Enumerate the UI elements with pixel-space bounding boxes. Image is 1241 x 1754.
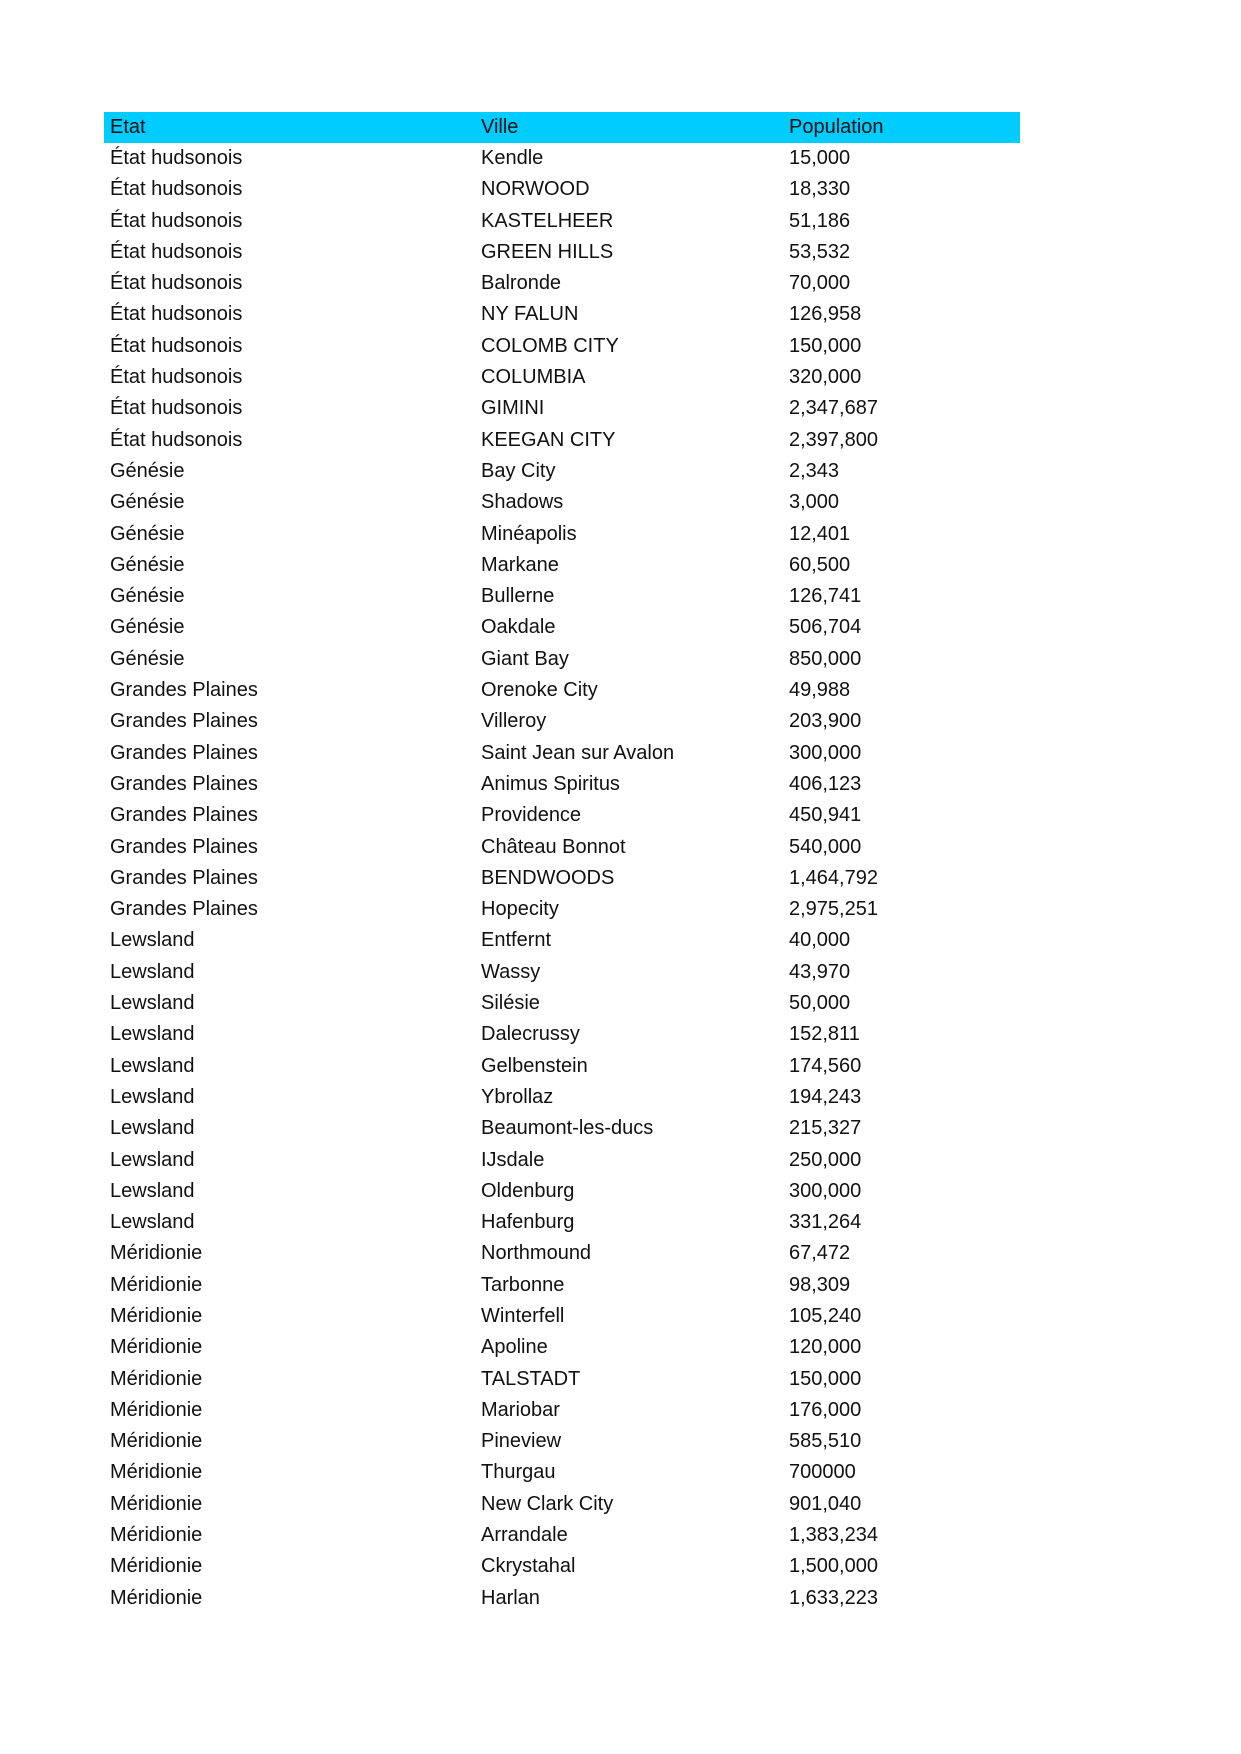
cell-population: 1,633,223 [789, 1586, 878, 1609]
table-row [104, 581, 1020, 612]
cell-etat: Lewsland [110, 1211, 195, 1234]
cell-population: 506,704 [789, 616, 862, 639]
cell-etat: Génésie [110, 647, 185, 670]
cell-ville: Winterfell [481, 1304, 565, 1327]
table-row [104, 1364, 1020, 1395]
cell-ville: Thurgau [481, 1461, 556, 1484]
cell-etat: Génésie [110, 459, 185, 482]
cell-etat: État hudsonois [110, 272, 243, 295]
cell-population: 850,000 [789, 647, 862, 670]
cell-population: 3,000 [789, 491, 840, 514]
cell-ville: Markane [481, 553, 559, 576]
cell-ville: Arrandale [481, 1524, 568, 1547]
cell-ville: TALSTADT [481, 1367, 581, 1390]
cell-ville: Bay City [481, 459, 556, 482]
cell-ville: Hafenburg [481, 1211, 575, 1234]
cell-etat: État hudsonois [110, 428, 243, 451]
cell-etat: État hudsonois [110, 334, 243, 357]
table-row [104, 237, 1020, 268]
cell-ville: Providence [481, 804, 582, 827]
table-row [104, 425, 1020, 456]
cell-etat: Grandes Plaines [110, 741, 258, 764]
table-row [104, 143, 1020, 174]
cell-etat: Méridionie [110, 1336, 203, 1359]
cell-etat: Lewsland [110, 1054, 195, 1077]
cell-etat: Génésie [110, 491, 185, 514]
cell-ville: NORWOOD [481, 178, 590, 201]
table-row [104, 1176, 1020, 1207]
table-row [104, 456, 1020, 487]
cell-population: 70,000 [789, 272, 851, 295]
cell-population: 901,040 [789, 1492, 862, 1515]
cell-etat: Génésie [110, 616, 185, 639]
table-row [104, 206, 1020, 237]
table-row [104, 957, 1020, 988]
cell-ville: Giant Bay [481, 647, 569, 670]
cell-etat: Grandes Plaines [110, 866, 258, 889]
cell-population: 331,264 [789, 1211, 862, 1234]
cell-population: 152,811 [789, 1023, 860, 1046]
cell-etat: Méridionie [110, 1492, 203, 1515]
cell-etat: Méridionie [110, 1586, 203, 1609]
cell-population: 12,401 [789, 522, 851, 545]
table-row [104, 800, 1020, 831]
cell-ville: Villeroy [481, 710, 547, 733]
table-row [104, 1332, 1020, 1363]
cell-population: 40,000 [789, 929, 851, 952]
cell-population: 300,000 [789, 741, 862, 764]
table-row [104, 863, 1020, 894]
cell-population: 450,941 [789, 804, 862, 827]
cell-population: 540,000 [789, 835, 862, 858]
cell-etat: Méridionie [110, 1273, 203, 1296]
table-row [104, 362, 1020, 393]
table-row [104, 268, 1020, 299]
cell-population: 320,000 [789, 366, 862, 389]
table-row [104, 1551, 1020, 1582]
table-row [104, 706, 1020, 737]
cell-etat: État hudsonois [110, 209, 243, 232]
table-row [104, 331, 1020, 362]
table-row [104, 1426, 1020, 1457]
cell-population: 2,343 [789, 459, 840, 482]
cell-etat: État hudsonois [110, 178, 243, 201]
cell-population: 51,186 [789, 209, 851, 232]
cell-ville: COLUMBIA [481, 366, 586, 389]
table-row [104, 769, 1020, 800]
cell-etat: État hudsonois [110, 147, 243, 169]
header-row [104, 112, 1020, 143]
table-row [104, 1145, 1020, 1176]
cell-population: 2,347,687 [789, 397, 878, 420]
table-row [104, 174, 1020, 205]
cell-etat: Génésie [110, 522, 185, 545]
cell-etat: Méridionie [110, 1367, 203, 1390]
cell-population: 300,000 [789, 1179, 862, 1202]
cell-etat: Génésie [110, 585, 185, 608]
cell-ville: IJsdale [481, 1148, 545, 1171]
cell-ville: Tarbonne [481, 1273, 565, 1296]
cell-population: 49,988 [789, 679, 851, 702]
table-row [104, 393, 1020, 424]
cell-ville: KEEGAN CITY [481, 428, 616, 451]
cell-population: 203,900 [789, 710, 862, 733]
cell-ville: GREEN HILLS [481, 240, 614, 263]
table-row [104, 644, 1020, 675]
cell-population: 250,000 [789, 1148, 862, 1171]
table-row [104, 519, 1020, 550]
table-row [104, 925, 1020, 956]
table-body [104, 143, 1020, 1614]
cell-ville: Entfernt [481, 929, 552, 952]
cell-ville: GIMINI [481, 397, 545, 420]
cell-ville: New Clark City [481, 1492, 614, 1515]
cell-etat: Lewsland [110, 1179, 195, 1202]
cell-ville: Balronde [481, 272, 562, 295]
header-etat: Etat [110, 116, 146, 138]
cell-etat: Lewsland [110, 1117, 195, 1140]
cell-population: 1,500,000 [789, 1555, 878, 1578]
cell-etat: Méridionie [110, 1461, 203, 1484]
table-row [104, 894, 1020, 925]
cell-population: 700000 [789, 1461, 856, 1484]
table-row [104, 1051, 1020, 1082]
cell-etat: Méridionie [110, 1524, 203, 1547]
cell-population: 50,000 [789, 992, 851, 1015]
table-row [104, 675, 1020, 706]
header-population: Population [789, 116, 884, 138]
cell-population: 215,327 [789, 1117, 862, 1140]
table-row [104, 1270, 1020, 1301]
cell-ville: KASTELHEER [481, 209, 614, 232]
cell-population: 67,472 [789, 1242, 851, 1265]
cell-ville: Bullerne [481, 585, 555, 608]
table-row [104, 487, 1020, 518]
cell-ville: Animus Spiritus [481, 772, 620, 795]
table-row [104, 550, 1020, 581]
cell-etat: Lewsland [110, 1023, 195, 1046]
cell-etat: Lewsland [110, 1148, 195, 1171]
cell-ville: Apoline [481, 1336, 548, 1359]
cell-population: 174,560 [789, 1054, 862, 1077]
table-row [104, 738, 1020, 769]
cell-population: 120,000 [789, 1336, 862, 1359]
cell-ville: Wassy [481, 960, 541, 983]
cell-population: 126,958 [789, 303, 862, 326]
cell-ville: Mariobar [481, 1398, 560, 1421]
table-row [104, 1489, 1020, 1520]
cell-etat: Méridionie [110, 1242, 203, 1265]
cell-etat: État hudsonois [110, 240, 243, 263]
table-row [104, 299, 1020, 330]
table-row [104, 1019, 1020, 1050]
cell-ville: NY FALUN [481, 303, 579, 326]
table-row [104, 1457, 1020, 1488]
table-row [104, 1238, 1020, 1269]
cell-etat: Méridionie [110, 1304, 203, 1327]
cell-ville: BENDWOODS [481, 866, 615, 889]
city-table [104, 112, 1020, 1614]
cell-etat: Lewsland [110, 960, 195, 983]
cell-etat: Méridionie [110, 1430, 203, 1453]
cell-population: 1,464,792 [789, 866, 878, 889]
cell-ville: Kendle [481, 147, 544, 169]
cell-ville: Ckrystahal [481, 1555, 576, 1578]
table-row [104, 1301, 1020, 1332]
cell-ville: COLOMB CITY [481, 334, 619, 357]
cell-etat: Génésie [110, 553, 185, 576]
cell-population: 15,000 [789, 147, 851, 169]
cell-ville: Northmound [481, 1242, 592, 1265]
cell-population: 176,000 [789, 1398, 862, 1421]
cell-population: 150,000 [789, 1367, 862, 1390]
cell-etat: Grandes Plaines [110, 804, 258, 827]
table-row [104, 1520, 1020, 1551]
cell-ville: Dalecrussy [481, 1023, 580, 1046]
cell-population: 105,240 [789, 1304, 862, 1327]
cell-ville: Oakdale [481, 616, 556, 639]
cell-etat: Lewsland [110, 929, 195, 952]
cell-ville: Hopecity [481, 898, 559, 921]
cell-ville: Gelbenstein [481, 1054, 588, 1077]
cell-etat: Grandes Plaines [110, 772, 258, 795]
cell-population: 2,397,800 [789, 428, 878, 451]
cell-etat: Grandes Plaines [110, 679, 258, 702]
table-row [104, 832, 1020, 863]
cell-population: 2,975,251 [789, 898, 878, 921]
cell-ville: Silésie [481, 992, 540, 1015]
table-row [104, 1207, 1020, 1238]
cell-etat: État hudsonois [110, 366, 243, 389]
cell-etat: Lewsland [110, 1085, 195, 1108]
header-ville: Ville [481, 116, 519, 138]
cell-etat: Lewsland [110, 992, 195, 1015]
table-row [104, 612, 1020, 643]
cell-etat: Grandes Plaines [110, 898, 258, 921]
table-row [104, 1583, 1020, 1614]
cell-etat: État hudsonois [110, 397, 243, 420]
cell-population: 1,383,234 [789, 1524, 878, 1547]
cell-etat: Grandes Plaines [110, 710, 258, 733]
cell-ville: Beaumont-les-ducs [481, 1117, 654, 1140]
cell-ville: Saint Jean sur Avalon [481, 741, 675, 764]
cell-population: 18,330 [789, 178, 851, 201]
cell-ville: Château Bonnot [481, 835, 626, 858]
cell-ville: Ybrollaz [481, 1085, 554, 1108]
table-row [104, 1395, 1020, 1426]
cell-ville: Oldenburg [481, 1179, 575, 1202]
cell-etat: État hudsonois [110, 303, 243, 326]
cell-population: 98,309 [789, 1273, 851, 1296]
table-row [104, 988, 1020, 1019]
cell-etat: Grandes Plaines [110, 835, 258, 858]
cell-etat: Méridionie [110, 1398, 203, 1421]
cell-population: 126,741 [789, 585, 862, 608]
cell-population: 43,970 [789, 960, 851, 983]
cell-population: 406,123 [789, 772, 862, 795]
table-row [104, 1082, 1020, 1113]
cell-population: 585,510 [789, 1430, 862, 1453]
cell-population: 150,000 [789, 334, 862, 357]
cell-population: 53,532 [789, 240, 851, 263]
cell-ville: Shadows [481, 491, 564, 514]
cell-ville: Harlan [481, 1586, 540, 1609]
cell-ville: Minéapolis [481, 522, 577, 545]
cell-ville: Orenoke City [481, 679, 598, 702]
cell-ville: Pineview [481, 1430, 562, 1453]
table-row [104, 1113, 1020, 1144]
cell-population: 60,500 [789, 553, 851, 576]
cell-etat: Méridionie [110, 1555, 203, 1578]
cell-population: 194,243 [789, 1085, 862, 1108]
